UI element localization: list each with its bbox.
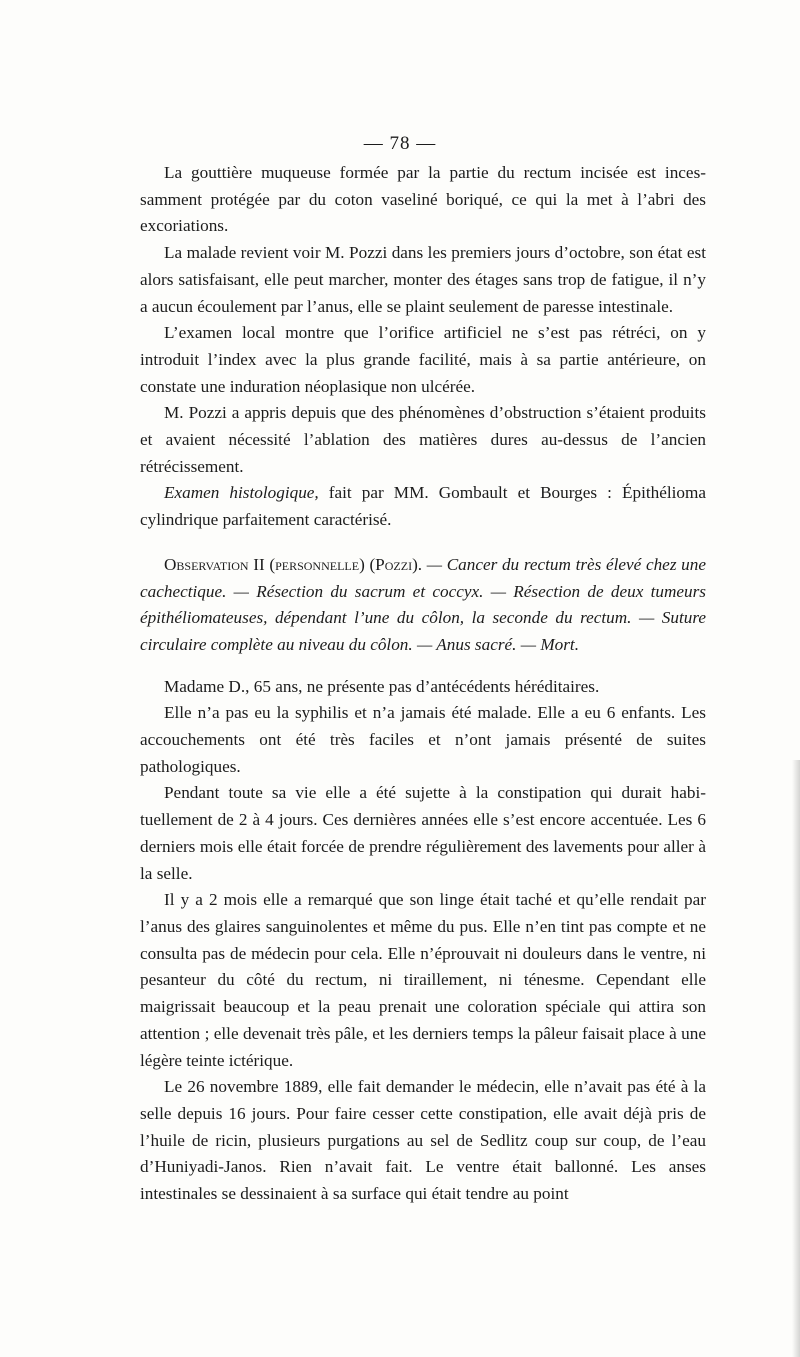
paragraph: Il y a 2 mois elle a remarqué que son linge était taché et qu’elle rendait par l’anus des glaires sanguinolentes et même du pus. Elle n’en tint pas compte et ne consulta pas de médecin pour cela. Elle n’éprouvait ni douleurs dans le ventre, ni pesanteur du côté du rectum, ni tiraillement, ni ténesme. Cependant elle maigrissait beaucoup et la peau prenait une coloration spéciale qui attira son attention ; elle devenait très pâle, et les derniers temps la pâleur faisait place à une légère teinte ictérique. — [140, 890, 706, 1070]
observation-number: II (personnelle) (Pozzi). — [248, 554, 423, 574]
observation-title: — Cancer du rectum très élevé chez une cachectique. — Résection du sacrum et coccyx. — Résection de deux tumeurs épithéliomateuses, dépendant l’une du côlon, la seconde du rectum. — Suture circulaire complète au niveau du côlon. — Anus sacré. — Mort. — [140, 554, 706, 654]
paragraph: Madame D., 65 ans, ne présente pas d’antécédents héréditaires. — [164, 676, 600, 696]
observation-label: Observation — [164, 554, 249, 574]
paragraph: M. Pozzi a appris depuis que des phénomènes d’obstruction s’étaient produits et avaient nécessité l’ablation des matières dures au-dessus de l’ancien rétrécissement. — [140, 403, 706, 476]
histology-result: fait par MM. Gombault et Bourges : Épithélioma cylindrique parfaitement caractérisé. — [140, 483, 706, 530]
paragraph: La gouttière muqueuse formée par la partie du rectum incisée est incessamment protégée par du coton vaseliné boriqué, ce qui la met à l’abri des excoriations. — [140, 163, 706, 236]
body-text — [140, 160, 706, 1208]
page-edge-shadow — [792, 760, 800, 1357]
paragraph: Elle n’a pas eu la syphilis et n’a jamais été malade. Elle a eu 6 enfants. Les accouchements ont été très faciles et n’ont jamais présenté de suites pathologiques. — [140, 703, 706, 776]
observation-heading — [140, 552, 706, 659]
paragraph: La malade revient voir M. Pozzi dans les premiers jours d’octobre, son état est alors satisfaisant, elle peut marcher, monter des étages sans trop de fatigue, il n’y a aucun écoulement par l’anus, elle se plaint seulement de paresse intestinale. — [140, 243, 706, 316]
paragraph: L’examen local montre que l’orifice artificiel ne s’est pas rétréci, on y introduit l’index avec la plus grande facilité, mais à sa partie antérieure, on constate une induration néoplasique non ulcérée. — [140, 323, 706, 396]
paragraph: Pendant toute sa vie elle a été sujette à la constipation qui durait habituellement de 2 à 4 jours. Ces dernières années elle s’est encore accentuée. Les 6 derniers mois elle était forcée de prendre régulièrement des lavements pour aller à la selle. — [140, 783, 706, 883]
paragraph: Le 26 novembre 1889, elle fait demander le médecin, elle n’avait pas été à la selle depuis 16 jours. Pour faire cesser cette constipation, elle avait déjà pris de l’huile de ricin, plusieurs purgations au sel de Sedlitz coup sur coup, de l’eau d’Huniyadi-Janos. Rien n’avait fait. Le ventre était ballonné. Les anses intestinales se dessinaient à sa surface qui était tendre au point — [140, 1077, 706, 1204]
paragraph-histology — [140, 480, 706, 533]
histology-label: Examen histologique, — [164, 483, 319, 503]
page-number: — 78 — — [363, 133, 437, 154]
